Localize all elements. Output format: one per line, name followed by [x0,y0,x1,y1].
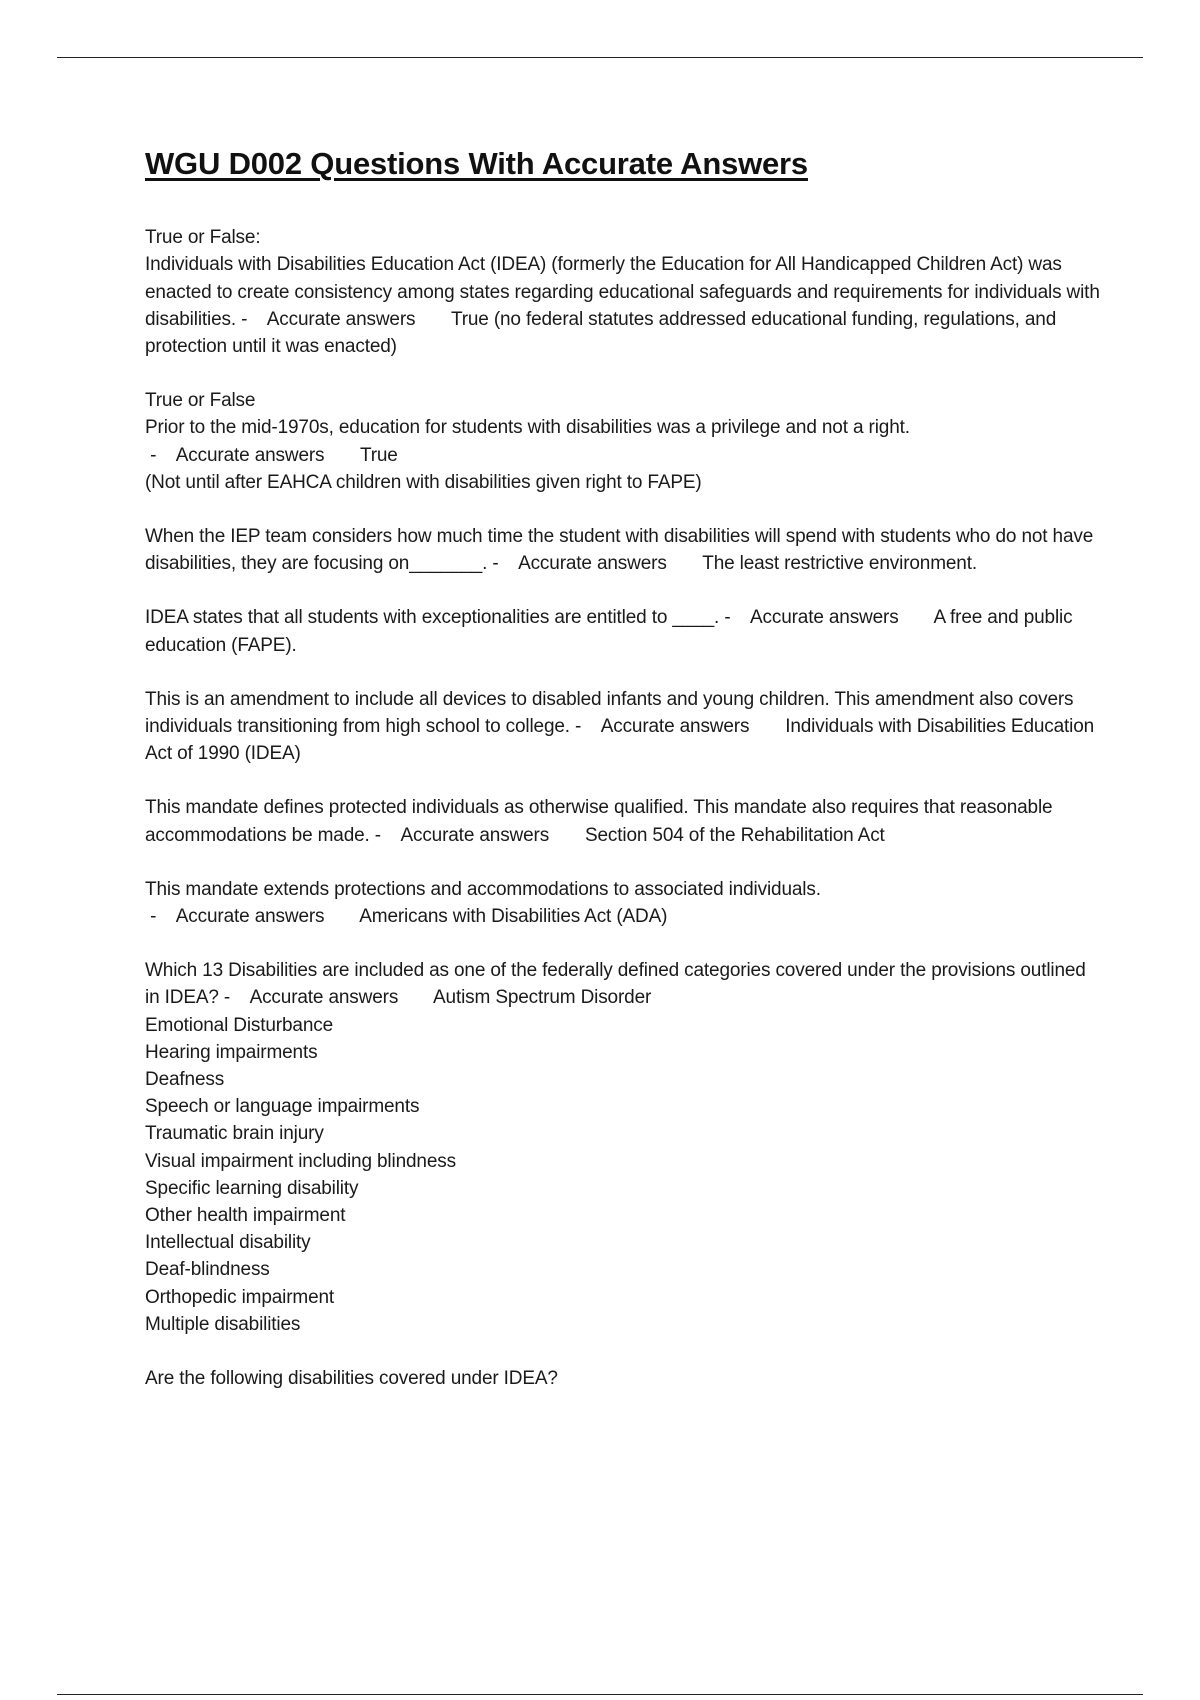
disability-list [145,1012,1100,1338]
footer-rule [57,1694,1143,1695]
disability-list-item: Speech or language impairments [145,1096,420,1118]
question-text: True or False Prior to the mid-1970s, education for students with disabilities was a privilege and not a right. [145,390,910,439]
question-text: IDEA states that all students with exceptionalities are entitled to ____. [145,607,720,629]
answer-text: Autism Spectrum Disorder [433,987,652,1009]
answer-label: Accurate answers [175,906,325,928]
disability-list-item: Traumatic brain injury [145,1123,324,1145]
qa-item-disabilities: Which 13 Disabilities are included as one of the federally defined categories covered under the provisions outlined in IDEA? - Accurate answers Autism Spectrum Disorder Emotional Disturbance Hearing impairments Deafness Speech or language impairments Traumatic brain injury Visual impairment including blindness Specific learning disability Other health impairment Intellectual disability Deaf-blindness Orthopedic impairment Multiple disabilities [145,957,1100,1338]
disability-list-item: Intellectual disability [145,1232,311,1254]
answer-label: Accurate answers [400,824,550,846]
header-rule [57,57,1143,58]
answer-text: Individuals with Disabilities Education Act of 1990 (IDEA) [145,716,1095,765]
document-title: WGU D002 Questions With Accurate Answers [145,146,808,181]
closing-question: Are the following disabilities covered under IDEA? [145,1368,558,1390]
question-text: This mandate defines protected individuals as otherwise qualified. This mandate also requires that reasonable accommodations be made. [145,797,1053,846]
answer-label: Accurate answers [600,716,750,738]
question-text: True or False: Individuals with Disabilities Education Act (IDEA) (formerly the Education for All Handicapped Children Act) was enacted to create consistency among states regarding educational safeguards and requirements for individuals with disabilities. [145,227,1100,330]
qa-item: True or False Prior to the mid-1970s, education for students with disabilities was a privilege and not a right. - Accurate answers True (Not until after EAHCA children with disabilities given right to FAPE) [145,390,910,493]
disability-list-item: Orthopedic impairment [145,1286,335,1308]
disability-list-item: Emotional Disturbance [145,1014,334,1036]
disability-list-item: Visual impairment including blindness [145,1150,456,1172]
answer-text: A free and public education (FAPE). [145,607,1073,656]
qa-list [145,224,1100,930]
answer-text: Section 504 of the Rehabilitation Act [584,824,885,846]
answer-label: Accurate answers [175,444,325,466]
answer-label: Accurate answers [749,607,899,629]
question-text: This mandate extends protections and accommodations to associated individuals. [145,878,821,900]
document-page [145,145,1100,1419]
disability-list-item: Deaf-blindness [145,1259,270,1281]
qa-item: When the IEP team considers how much time the student with disabilities will spend with students who do not have disabilities, they are focusing on_______. - Accurate answers The least restrictive environment. [145,526,1094,575]
answer-label: Accurate answers [249,987,399,1009]
qa-item: This is an amendment to include all devices to disabled infants and young children. This amendment also covers individuals transitioning from high school to college. - Accurate answers Individuals with Disabilities Education Act of 1990 (IDEA) [145,688,1095,765]
disability-list-item: Hearing impairments [145,1041,318,1063]
answer-text: True (no federal statutes addressed educational funding, regulations, and protection until it was enacted) [145,308,1057,357]
qa-item: True or False: Individuals with Disabilities Education Act (IDEA) (formerly the Education for All Handicapped Children Act) was enacted to create consistency among states regarding educational safeguards and requirements for individuals with disabilities. - Accurate answers True (no federal statutes addressed educational funding, regulations, and protection until it was enacted) [145,227,1100,357]
qa-item: This mandate defines protected individuals as otherwise qualified. This mandate also requires that reasonable accommodations be made. - Accurate answers Section 504 of the Rehabilitation Act [145,797,1053,846]
question-text: This is an amendment to include all devices to disabled infants and young children. This amendment also covers individuals transitioning from high school to college. [145,688,1074,738]
disability-list-item: Multiple disabilities [145,1313,301,1335]
question-text: When the IEP team considers how much time the student with disabilities will spend with students who do not have disabilities, they are focusing on_______. [145,526,1094,575]
disability-list-item: Deafness [145,1069,225,1091]
answer-text: Americans with Disabilities Act (ADA) [359,906,668,928]
qa-item: IDEA states that all students with exceptionalities are entitled to ____. - Accurate answers A free and public education (FAPE). [145,607,1073,656]
disability-list-item: Specific learning disability [145,1177,359,1199]
answer-text: The least restrictive environment. [702,553,977,575]
answer-text: True (Not until after EAHCA children with disabilities given right to FAPE) [145,444,702,493]
qa-item: This mandate extends protections and accommodations to associated individuals. - Accurate answers Americans with Disabilities Act (ADA) [145,878,821,928]
answer-label: Accurate answers [266,308,416,330]
question-text: Which 13 Disabilities are included as one of the federally defined categories covered under the provisions outlined in IDEA? [145,960,1086,1009]
answer-label: Accurate answers [518,553,667,575]
disability-list-item: Other health impairment [145,1205,346,1227]
